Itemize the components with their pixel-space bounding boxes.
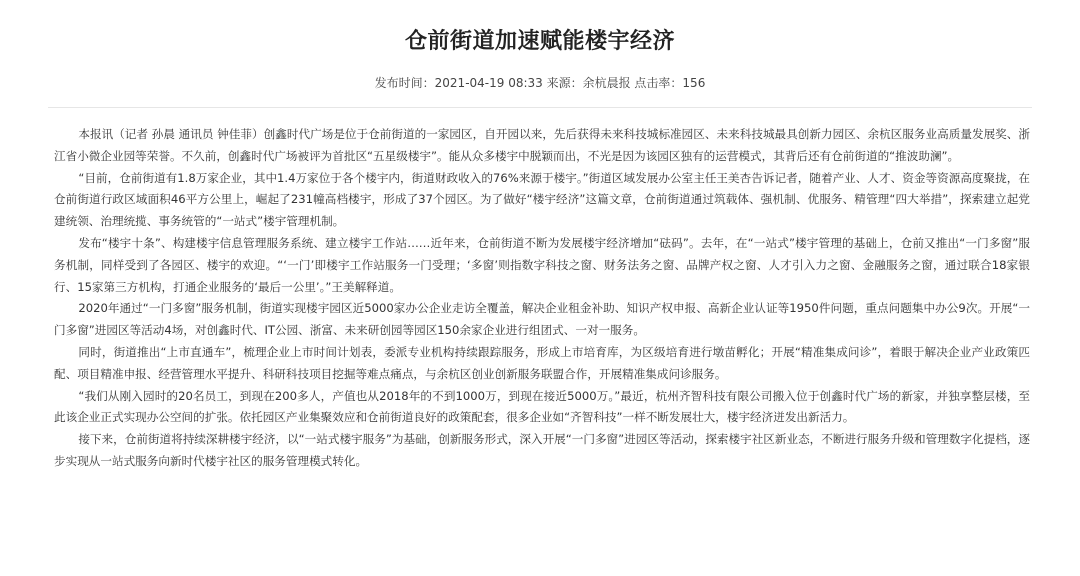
paragraph: “我们从刚入园时的20名员工，到现在200多人，产值也从2018年的不到1000万，到现在接近5000万。”最近，杭州齐智科技有限公司搬入位于创鑫时代广场的新家，并独享整层楼，至此该企业正式实现办公空间的扩张。依托园区产业集聚效应和仓前街道良好的政策配套，很多企业如“齐智科技”一样不断发展壮大，楼宇经济迸发出新活力。 xyxy=(54,388,1030,425)
paragraph: 接下来，仓前街道将持续深耕楼宇经济，以“一站式楼宇服务”为基础，创新服务形式，深入开展“一门多窗”进园区等活动，探索楼宇社区新业态，不断进行服务升级和管理数字化提档，逐步实现从一站式服务向新时代楼宇社区的服务管理模式转化。 xyxy=(54,432,1030,468)
paragraph: 本报讯（记者 孙晨 通讯员 钟佳菲）创鑫时代广场是位于仓前街道的一家园区，自开园以来，先后获得未来科技城标准园区、未来科技城最具创新力园区、余杭区服务业高质量发展奖、浙江省小微企业园等荣誉。不久前，创鑫时代广场被评为首批区“五星级楼宇”。能从众多楼宇中脱颖而出，不光是因为该园区独有的运营模式，其背后还有仓前街道的“推波助澜”。 xyxy=(54,127,1030,163)
article-body xyxy=(54,124,1030,473)
paragraph: 2020年通过“一门多窗”服务机制，街道实现楼宇园区近5000家办公企业走访全覆盖，解决企业租金补助、知识产权申报、高新企业认证等1950件问题，重点问题集中办公9次。开展“一门多窗”进园区等活动4场，对创鑫时代、IT公园、浙富、未来研创园等园区150余家企业进行组团式、一对一服务。 xyxy=(54,301,1030,338)
paragraph: 同时，街道推出“上市直通车”，梳理企业上市时间计划表，委派专业机构持续跟踪服务，形成上市培育库，为区级培育进行墩苗孵化；开展“精准集成问诊”，着眼于解决企业产业政策匹配、项目精准申报、经营管理水平提升、科研科技项目挖掘等难点痛点，与余杭区创业创新服务联盟合作，开展精准集成问诊服务。 xyxy=(54,344,1030,381)
page-title: 仓前街道加速赋能楼宇经济 xyxy=(404,29,675,54)
paragraph: 发布“楼宇十条”、构建楼宇信息管理服务系统、建立楼宇工作站……近年来，仓前街道不断为发展楼宇经济增加“砝码”。去年，在“一站式”楼宇管理的基础上，仓前又推出“一门多窗”服务机制，同样受到了各园区、楼宇的欢迎。“‘一门’即楼宇工作站服务一门受理；‘多窗’则指数字科技之窗、财务法务之窗、品牌产权之窗、人才引入力之窗、金融服务之窗，通过联合18家银行、15家第三方机构，打通企业服务的‘最后一公里’。”王美解释道。 xyxy=(54,235,1030,294)
article-meta: 发布时间：2021-04-19 08:33 来源：余杭晨报 点击率：156 xyxy=(374,76,706,90)
divider xyxy=(48,107,1032,108)
paragraph: “目前，仓前街道有1.8万家企业，其中1.4万家位于各个楼宇内，街道财政收入的76%来源于楼宇。”街道区域发展办公室主任王美杏告诉记者，随着产业、人才、资金等资源高度聚拢，在仓前街道行政区域面积46平方公里上，崛起了231幢高档楼宇，形成了37个园区。为了做好“楼宇经济”这篇文章，仓前街道通过筑载体、强机制、优服务、精管理“四大举措”，探索建立起党建统领、治理统揽、事务统管的“一站式”楼宇管理机制。 xyxy=(54,170,1030,229)
